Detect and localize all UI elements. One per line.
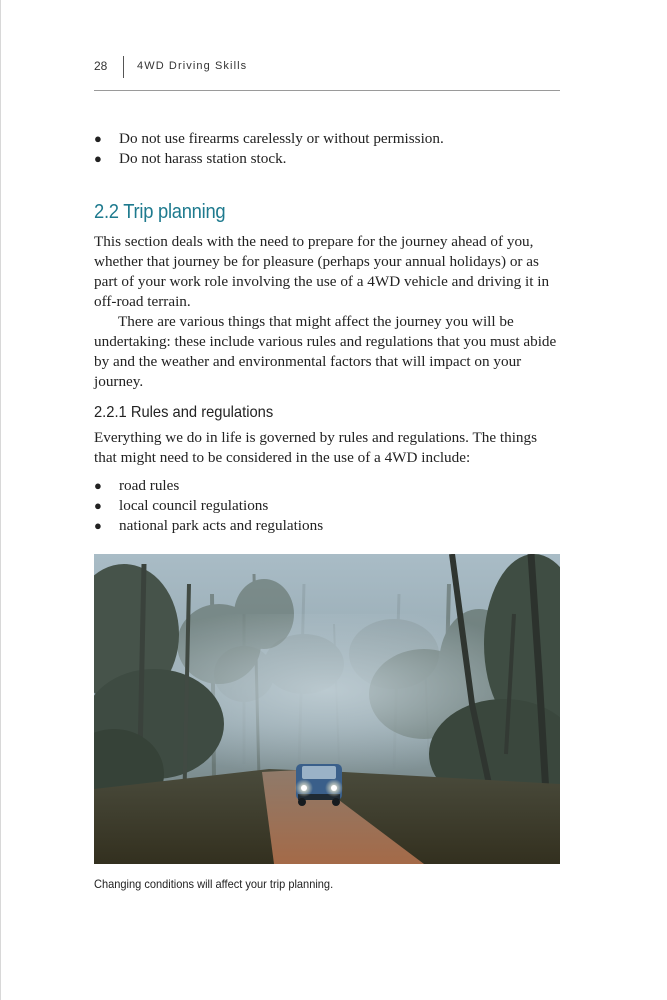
- paragraph: This section deals with the need to prepare for the journey ahead of you, whether that journey be for pleasure (perhaps your annual holidays) or as part of your work role involving the use of a 4WD vehicle and driving it in off-road terrain.: [94, 233, 550, 310]
- list-item: ● national park acts and regulations: [94, 517, 324, 534]
- running-header: [94, 56, 560, 91]
- photo-caption: Changing conditions will affect your trip planning.: [94, 877, 334, 891]
- subsection-body: [94, 428, 562, 468]
- header-divider: [123, 56, 124, 78]
- book-title: 4WD Driving Skills: [137, 60, 248, 72]
- list-item: ● local council regulations: [94, 497, 269, 514]
- rules-bullet-list: [94, 476, 562, 536]
- bullet-icon: ●: [94, 131, 102, 146]
- page-number: 28: [94, 59, 108, 73]
- bullet-icon: ●: [94, 498, 102, 513]
- bullet-icon: ●: [94, 478, 102, 493]
- foggy-forest-road-photo: [94, 554, 560, 864]
- section-body: [94, 232, 562, 392]
- bullet-icon: ●: [94, 518, 102, 533]
- page-edge: [0, 0, 1, 1000]
- intro-bullet-list: [94, 129, 562, 169]
- list-item: ● road rules: [94, 477, 180, 494]
- list-item: ● Do not harass station stock.: [94, 150, 287, 167]
- bullet-icon: ●: [94, 151, 102, 166]
- 4wd-vehicle: [295, 764, 343, 806]
- list-item: ● Do not use firearms carelessly or without permission.: [94, 130, 444, 147]
- subsection-heading: 2.2.1 Rules and regulations: [94, 404, 274, 421]
- section-heading: 2.2 Trip planning: [94, 201, 226, 223]
- paragraph: Everything we do in life is governed by rules and regulations. The things that might need to be considered in the use of a 4WD include:: [94, 429, 538, 466]
- paragraph: There are various things that might affect the journey you will be undertaking: these include various rules and regulations that you must abide by and the weather and environmental factors that will impact on your journey.: [94, 313, 557, 390]
